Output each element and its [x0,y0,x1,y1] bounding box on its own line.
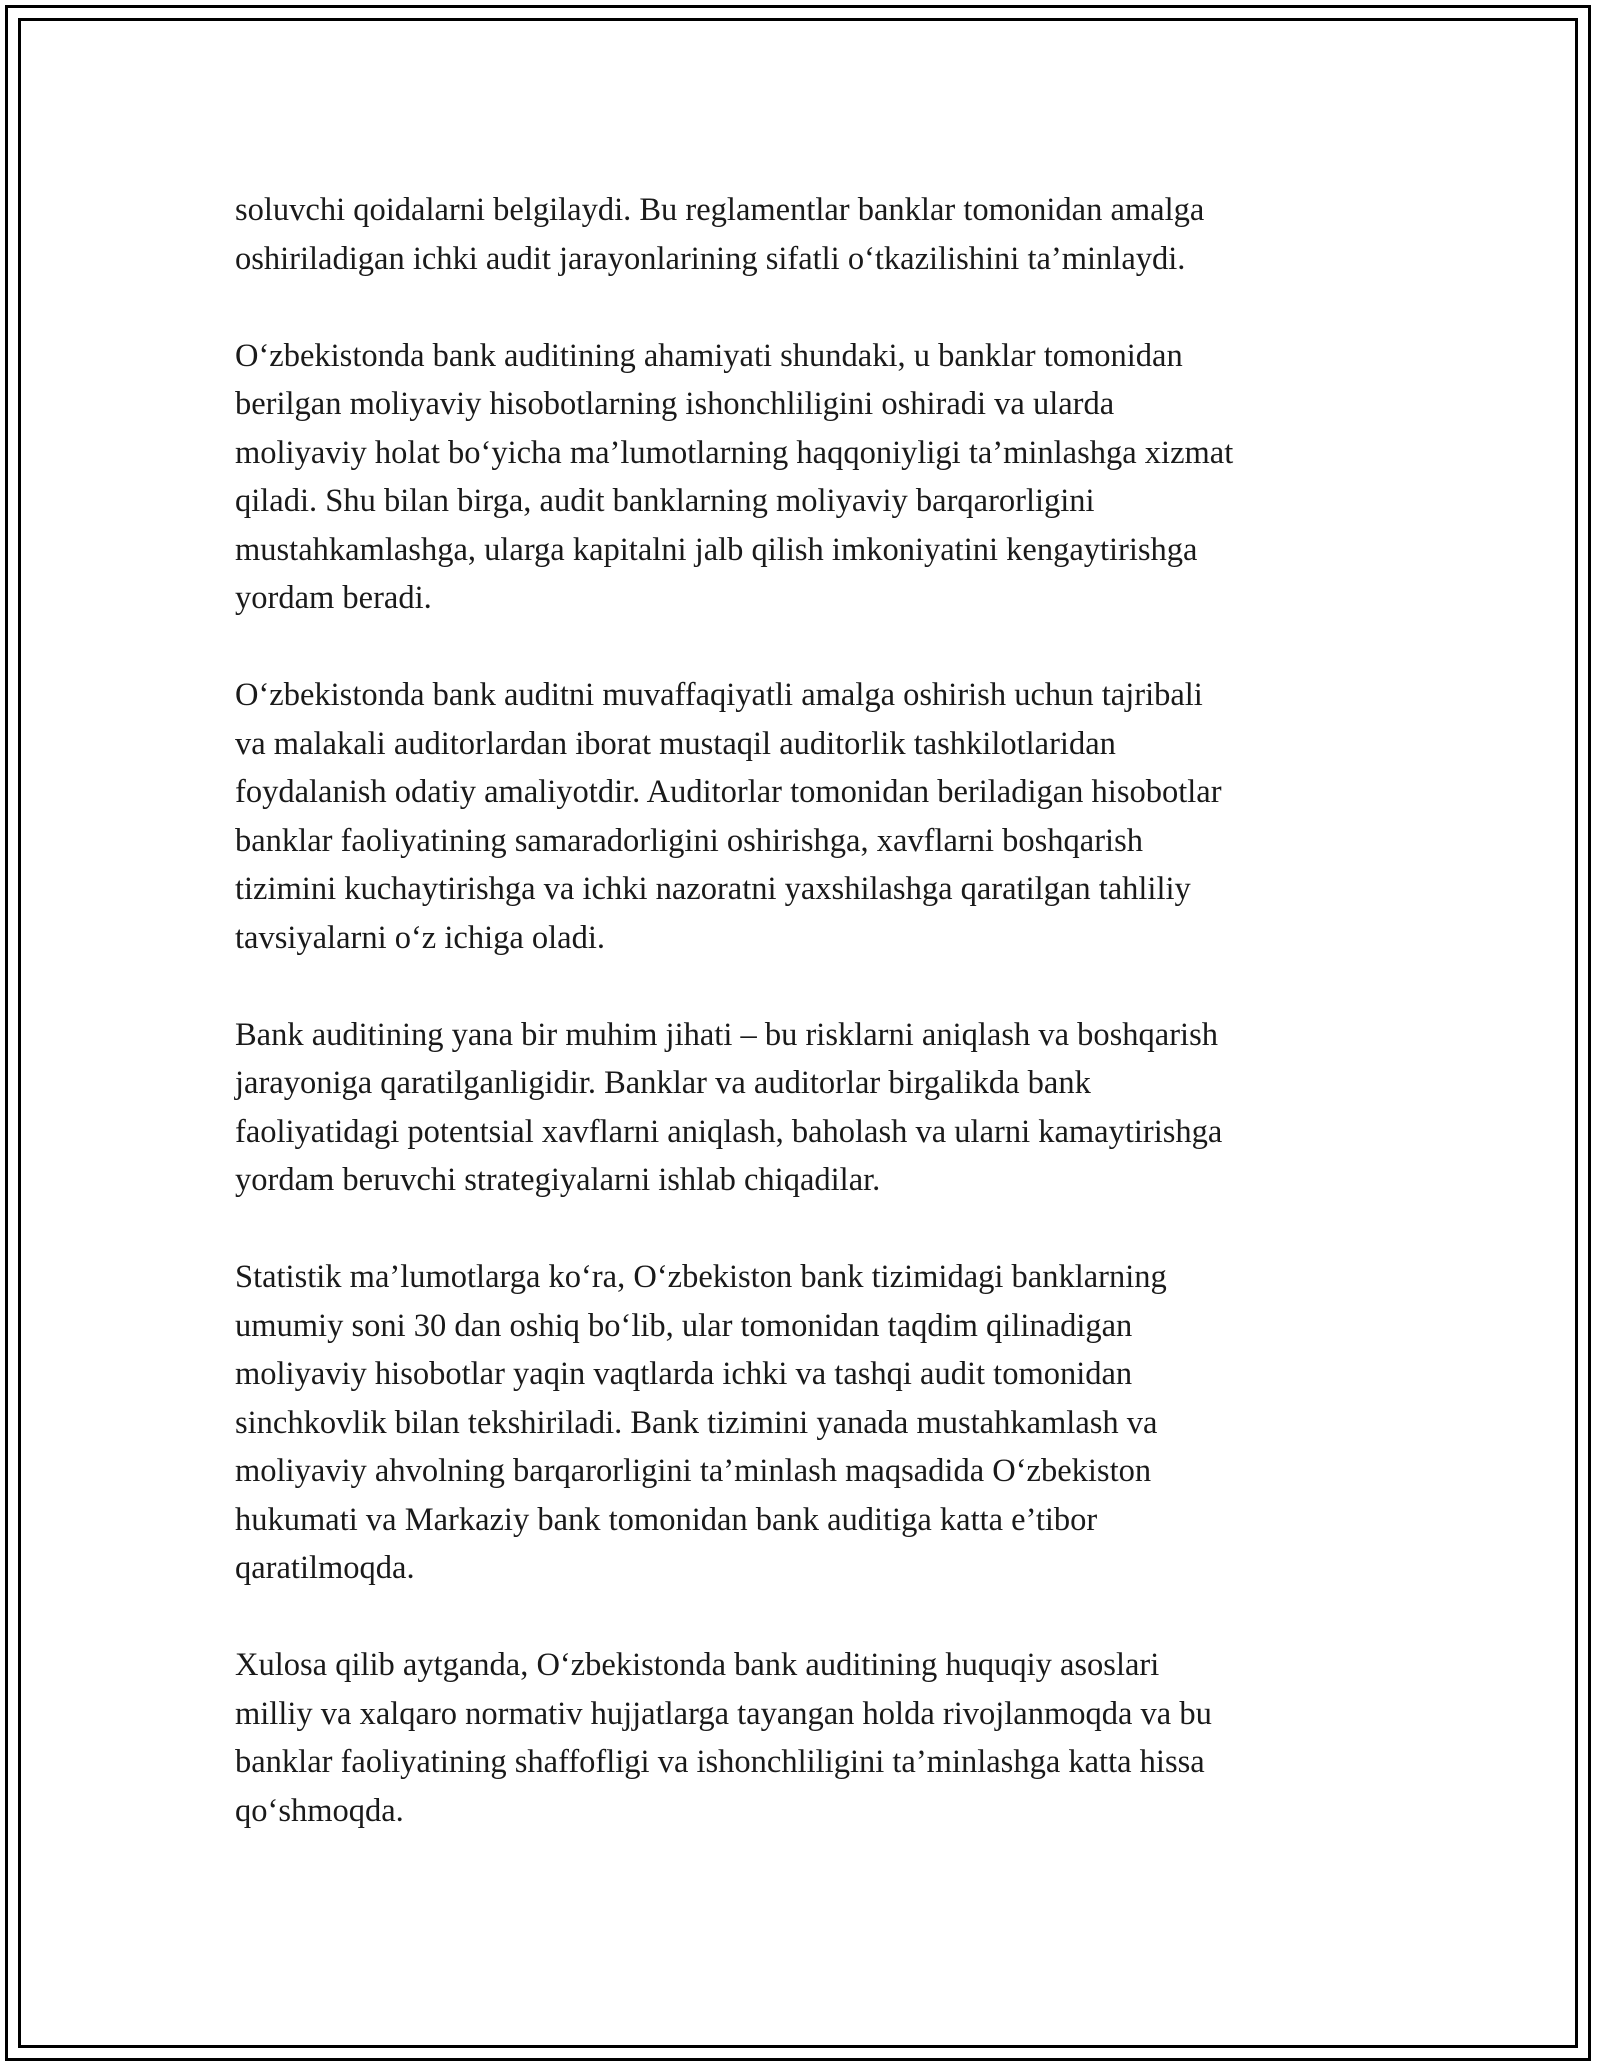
paragraph-6: Xulosa qilib aytganda, O‘zbekistonda bank auditining huquqiy asoslari milliy va xalqaro normativ hujjatlarga tayangan holda rivojlanmoqda va bu banklar faoliyatining shaffofligi va ishonchliligini ta’minlashga katta hissa qo‘shmoqda. [235,1647,1212,1829]
paragraph-4: Bank auditining yana bir muhim jihati – bu risklarni aniqlash va boshqarish jarayoniga qaratilganligidir. Banklar va auditorlar birgalikda bank faoliyatidagi potentsial xavflarni aniqlash, baholash va ularni kamaytirishga yordam beruvchi strategiyalarni ishlab chiqadilar. [235,1016,1223,1198]
paragraph-3: O‘zbekistonda bank auditni muvaffaqiyatli amalga oshirish uchun tajribali va malakali auditorlardan iborat mustaqil auditorlik tashkilotlaridan foydalanish odatiy amaliyotdir. Auditorlar tomonidan beriladigan hisobotlar banklar faoliyatining samaradorligini oshirishga, xavflarni boshqarish tizimini kuchaytirishga va ichki nazoratni yaxshilashga qaratilgan tahliliy tavsiyalarni o‘z ichiga oladi. [235,677,1222,956]
document-body [235,186,1385,1835]
paragraph-1: soluvchi qoidalarni belgilaydi. Bu reglamentlar banklar tomonidan amalga oshiriladigan ichki audit jarayonlarining sifatli o‘tkazilishini ta’minlaydi. [235,192,1205,277]
paragraph-5: Statistik ma’lumotlarga ko‘ra, O‘zbekiston bank tizimidagi banklarning umumiy soni 30 dan oshiq bo‘lib, ular tomonidan taqdim qilinadigan moliyaviy hisobotlar yaqin vaqtlarda ichki va tashqi audit tomonidan sinchkovlik bilan tekshiriladi. Bank tizimini yanada mustahkamlash va moliyaviy ahvolning barqarorligini ta’minlash maqsadida O‘zbekiston hukumati va Markaziy bank tomonidan bank auditiga katta e’tibor qaratilmoqda. [235,1259,1167,1586]
paragraph-2: O‘zbekistonda bank auditining ahamiyati shundaki, u banklar tomonidan berilgan moliyaviy hisobotlarning ishonchliligini oshiradi va ularda moliyaviy holat bo‘yicha ma’lumotlarning haqqoniyligi ta’minlashga xizmat qiladi. Shu bilan birga, audit banklarning moliyaviy barqarorligini mustahkamlashga, ularga kapitalni jalb qilish imkoniyatini kengaytirishga yordam beradi. [235,337,1234,616]
